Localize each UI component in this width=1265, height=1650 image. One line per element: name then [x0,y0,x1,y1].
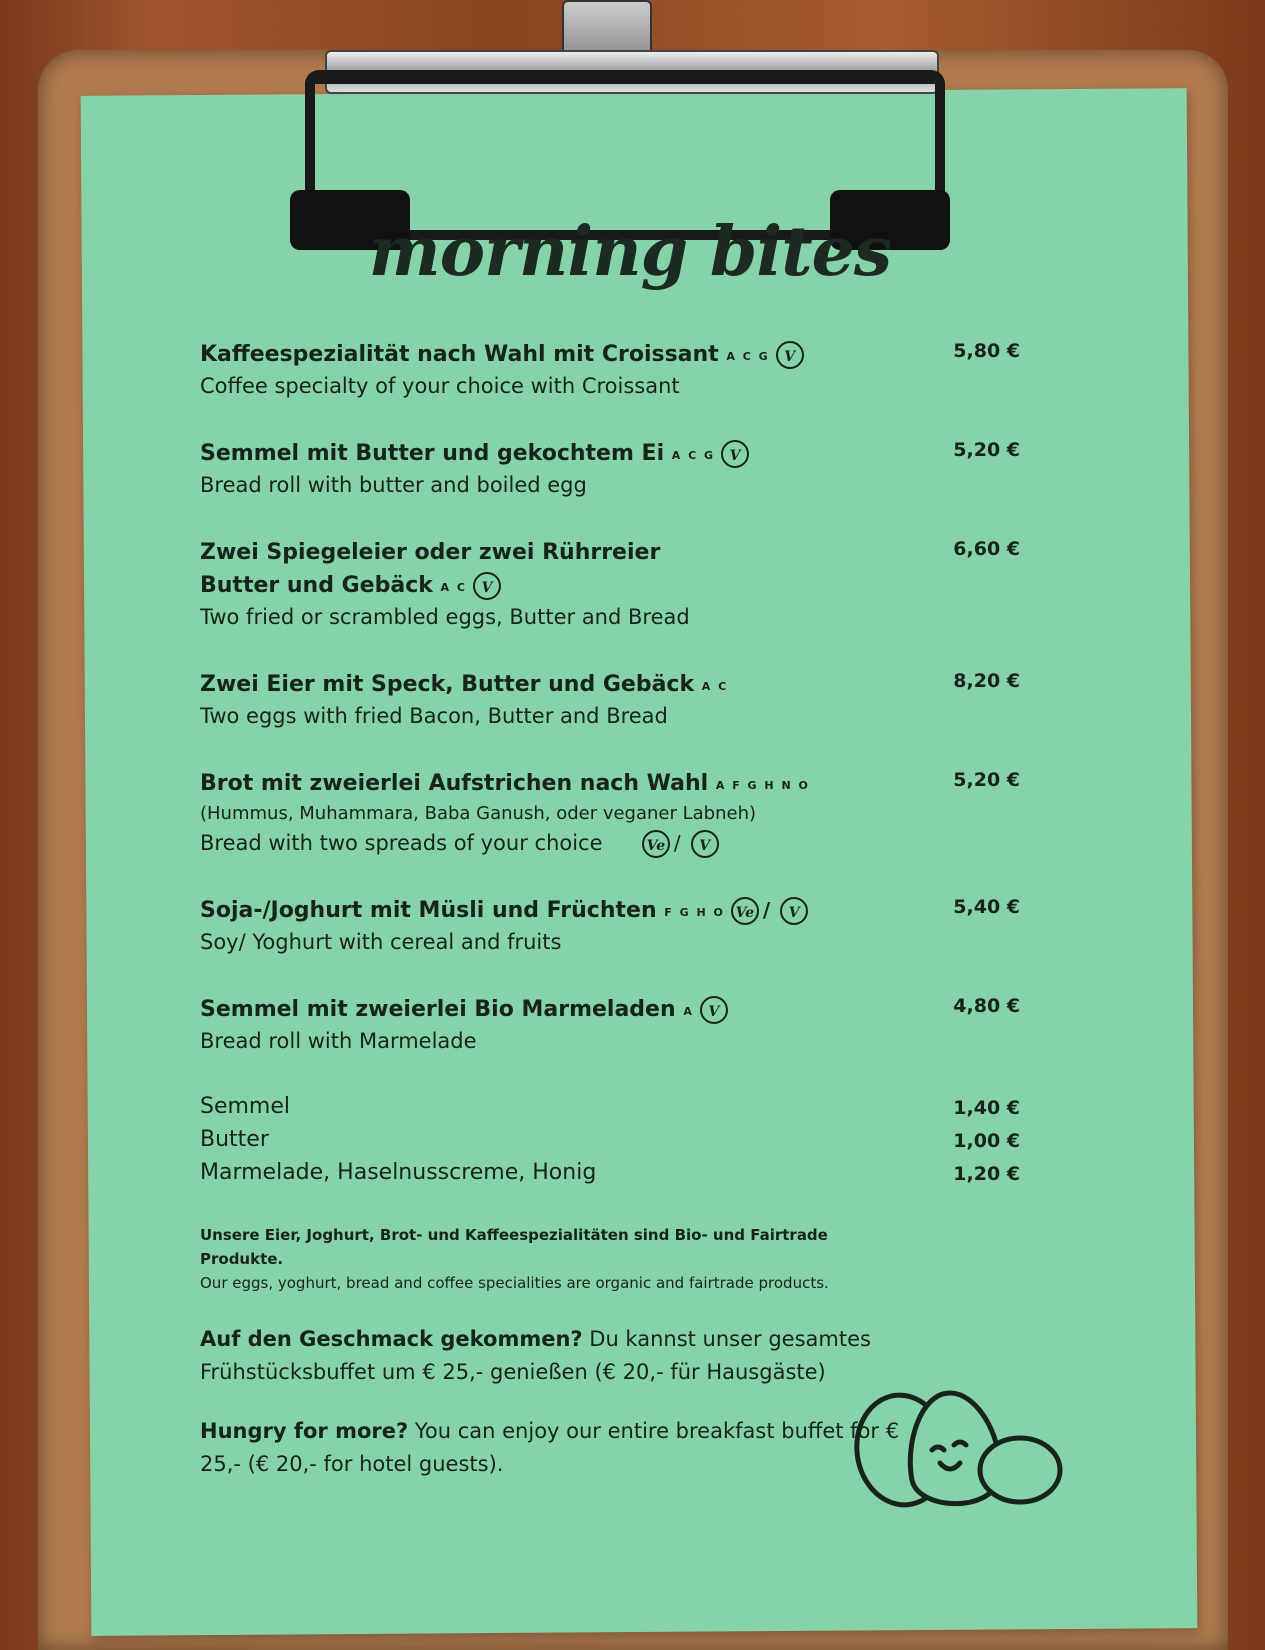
item-name-en-text: Bread roll with butter and boiled egg [200,473,587,497]
promo-en-text: You can enjoy our entire breakfast buffet for € 25,- (€ 20,- for hotel guests). [200,1419,900,1476]
menu-content [200,338,1020,1507]
item-name-de [200,668,1020,701]
item-name-en [200,828,1020,858]
vegan-badge-icon: Ve [642,830,670,858]
badge-separator: / [673,831,681,855]
item-note: (Hummus, Muhammara, Baba Ganush, oder veganer Labneh) [200,803,757,824]
allergen-codes: A C G [671,449,716,462]
item-name-en [200,927,1020,957]
allergen-codes: A F G H N O [715,779,810,792]
fine-print [200,1223,920,1295]
item-name-de [200,894,1020,927]
egg-mascot-icon [850,1375,1070,1515]
menu-item [200,668,1020,731]
item-price: 5,20 € [953,439,1020,461]
item-name-en-text: Two fried or scrambled eggs, Butter and Bread [200,605,690,629]
promo-de [200,1323,900,1389]
item-name-en [200,602,1020,632]
item-name-en [200,1026,1020,1056]
vegan-badge-icon: Ve [731,897,759,925]
menu-item [200,437,1020,500]
item-name-de-text: Soja-/Joghurt mit Müsli und Früchten [200,898,657,923]
vegetarian-badge-icon: V [700,996,728,1024]
vegetarian-badge-icon: V [780,897,808,925]
allergen-codes: A C G [726,350,770,363]
extra-row [200,1156,1020,1189]
vegetarian-badge-icon: V [473,572,501,600]
item-price: 8,20 € [953,670,1020,692]
item-price: 6,60 € [953,538,1020,560]
item-name-en-text: Soy/ Yoghurt with cereal and fruits [200,930,562,954]
item-name-de [200,338,1020,371]
item-price: 5,20 € [953,769,1020,791]
extra-label: Marmelade, Haselnusscreme, Honig [200,1160,597,1185]
item-name-de [200,536,1020,602]
item-name-en [200,371,1020,401]
item-name-de-text: Zwei Spiegeleier oder zwei Rührreier Butter und Gebäck [200,540,661,598]
promo-de-bold: Auf den Geschmack gekommen? [200,1327,583,1351]
promo-en [200,1415,900,1481]
extra-price: 1,20 € [953,1163,1020,1185]
allergen-codes: F G H O [664,906,725,919]
item-price: 5,80 € [953,340,1020,362]
badge-separator: / [762,898,771,922]
item-name-en-text: Bread with two spreads of your choice [200,831,603,855]
item-name-en [200,470,1020,500]
extra-label: Butter [200,1127,269,1152]
item-name-de [200,767,1020,800]
extra-price: 1,40 € [953,1097,1020,1119]
item-price: 4,80 € [953,995,1020,1017]
menu-item [200,894,1020,957]
menu-item [200,338,1020,401]
item-name-de-text: Semmel mit Butter und gekochtem Ei [200,441,665,466]
item-name-de-text: Semmel mit zweierlei Bio Marmeladen [200,997,676,1022]
item-name-en-text: Bread roll with Marmelade [200,1029,477,1053]
item-name-de [200,437,1020,470]
promo-de-text: Du kannst unser gesamtes Frühstücksbuffet um € 25,- genießen (€ 20,- für Hausgäste) [200,1327,871,1384]
menu-item [200,767,1020,858]
fine-print-de-2: Produkte. [200,1250,284,1268]
item-price: 5,40 € [953,896,1020,918]
menu-item [200,536,1020,632]
fine-print-en: Our eggs, yoghurt, bread and coffee specialities are organic and fairtrade products. [200,1274,829,1292]
item-name-en [200,701,1020,731]
menu-items [200,338,1020,1056]
item-name-en-text: Two eggs with fried Bacon, Butter and Bread [200,704,668,728]
extra-price: 1,00 € [953,1130,1020,1152]
vegetarian-badge-icon: V [776,341,804,369]
extra-row [200,1090,1020,1123]
allergen-codes: A [683,1005,694,1018]
extras-list [200,1090,1020,1189]
allergen-codes: A C [440,581,467,594]
fine-print-de-1: Unsere Eier, Joghurt, Brot- und Kaffeespezialitäten sind Bio- und Fairtrade [200,1226,828,1244]
item-name-de-text: Kaffeespezialität nach Wahl mit Croissant [200,342,719,367]
item-name-de [200,993,1020,1026]
promo-en-bold: Hungry for more? [200,1419,409,1443]
item-name-en-text: Coffee specialty of your choice with Croissant [200,374,680,398]
menu-title: morning bites [368,212,892,292]
vegetarian-badge-icon: V [721,440,749,468]
extra-label: Semmel [200,1094,291,1119]
extra-row [200,1123,1020,1156]
allergen-codes: A C [701,680,729,693]
menu-item [200,993,1020,1056]
vegetarian-badge-icon: V [691,830,719,858]
item-name-de-text: Zwei Eier mit Speck, Butter und Gebäck [200,672,695,697]
item-name-de-text: Brot mit zweierlei Aufstrichen nach Wahl [200,771,709,796]
